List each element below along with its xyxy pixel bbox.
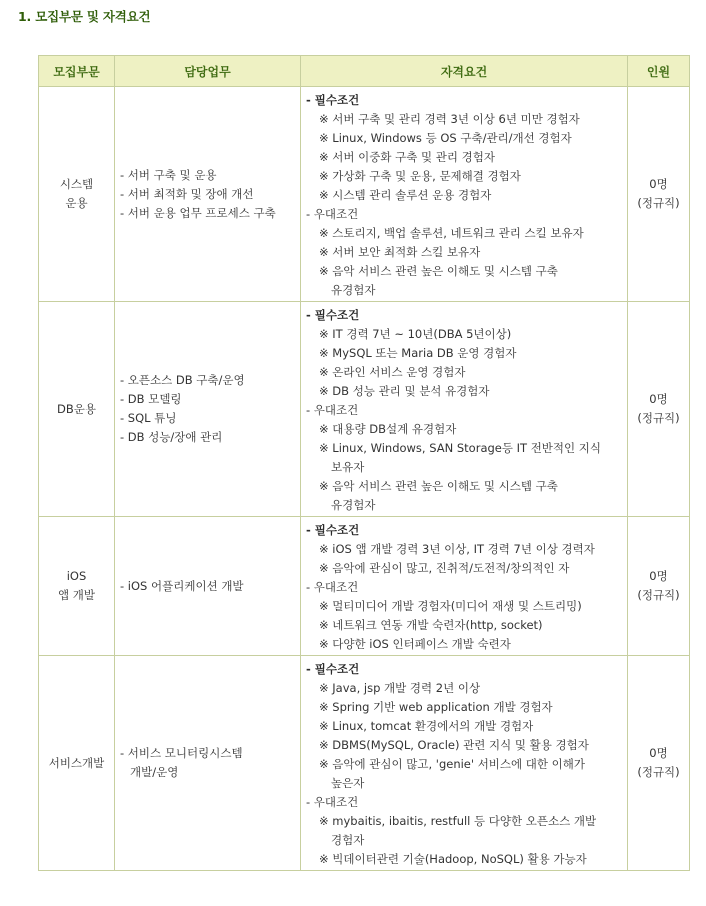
preferred-item: ※ 대용량 DB설계 유경험자 [319, 422, 457, 436]
table-header-row [39, 56, 690, 87]
preferred-item: ※ mybaitis, ibaitis, restfull 등 다양한 오픈소스 개발 [319, 814, 597, 828]
qualification-list [301, 302, 628, 517]
headcount-line: 0명 [649, 177, 668, 191]
preferred-heading: - 우대조건 [306, 207, 359, 221]
preferred-heading: - 우대조건 [306, 795, 359, 809]
required-item: ※ 온라인 서비스 운영 경험자 [319, 365, 466, 379]
headcount-line: 0명 [649, 392, 668, 406]
part-line: 운용 [65, 196, 88, 210]
preferred-heading: - 우대조건 [306, 403, 359, 417]
header-part: 모집부문 [39, 56, 115, 87]
required-heading: - 필수조건 [306, 662, 360, 676]
required-item: ※ DBMS(MySQL, Oracle) 관련 지식 및 활용 경험자 [319, 738, 589, 752]
duty-list [115, 517, 301, 656]
preferred-item: ※ 네트워크 연동 개발 숙련자(http, socket) [319, 618, 543, 632]
headcount-line: 0명 [649, 569, 668, 583]
preferred-item: 유경험자 [331, 283, 376, 297]
part-line: 서비스개발 [48, 755, 105, 770]
table-body [39, 87, 690, 871]
headcount [628, 87, 690, 302]
duty-item: - SQL 튜닝 [120, 411, 177, 425]
required-heading: - 필수조건 [306, 523, 360, 537]
required-item: ※ Linux, tomcat 환경에서의 개발 경험자 [319, 719, 534, 733]
header-count: 인원 [628, 56, 690, 87]
required-item: ※ 서버 이중화 구축 및 관리 경험자 [319, 150, 495, 164]
required-item: ※ iOS 앱 개발 경력 3년 이상, IT 경력 7년 이상 경력자 [319, 542, 595, 556]
preferred-item: 경험자 [331, 833, 365, 847]
part-line: DB운용 [57, 401, 96, 416]
preferred-item: ※ 다양한 iOS 인터페이스 개발 숙련자 [319, 637, 511, 651]
preferred-item: ※ 빅데이터관련 기술(Hadoop, NoSQL) 활용 가능자 [319, 852, 587, 866]
duty-item: - iOS 어플리케이션 개발 [120, 578, 244, 593]
qualification-list [301, 87, 628, 302]
duty-item: 개발/운영 [130, 765, 179, 779]
headcount-line: (정규직) [637, 765, 680, 779]
preferred-item: ※ Linux, Windows, SAN Storage등 IT 전반적인 지식 [319, 441, 602, 455]
recruit-part [39, 302, 115, 517]
required-item: ※ 가상화 구축 및 운용, 문제해결 경험자 [319, 169, 521, 183]
required-item: ※ IT 경력 7년 ~ 10년(DBA 5년이상) [319, 327, 512, 341]
required-heading: - 필수조건 [306, 93, 360, 107]
recruitment-table [38, 55, 690, 871]
recruit-part [39, 656, 115, 871]
preferred-item: ※ 스토리지, 백업 솔루션, 네트워크 관리 스킬 보유자 [319, 226, 584, 240]
section-title: 1. 모집부문 및 자격요건 [18, 9, 151, 24]
preferred-item: 보유자 [331, 460, 365, 474]
headcount [628, 517, 690, 656]
required-item: ※ 음악에 관심이 많고, 'genie' 서비스에 대한 이해가 [319, 757, 585, 771]
duty-list [115, 656, 301, 871]
headcount-line: (정규직) [637, 588, 680, 602]
duty-list [115, 302, 301, 517]
required-item: ※ DB 성능 관리 및 분석 유경험자 [319, 384, 490, 398]
preferred-item: ※ 서버 보안 최적화 스킬 보유자 [319, 245, 481, 259]
part-line: 시스템 [59, 177, 94, 191]
recruit-part [39, 87, 115, 302]
duty-item: - 서버 구축 및 운용 [120, 167, 217, 182]
table-row-db-ops [39, 302, 690, 517]
part-line: 앱 개발 [58, 588, 95, 602]
header-qualification: 자격요건 [301, 56, 628, 87]
preferred-item: ※ 음악 서비스 관련 높은 이해도 및 시스템 구축 [319, 264, 558, 278]
duty-item: - 오픈소스 DB 구축/운영 [120, 373, 245, 387]
table-row-system-ops [39, 87, 690, 302]
required-item: ※ MySQL 또는 Maria DB 운영 경험자 [319, 346, 517, 360]
part-line: iOS [66, 569, 87, 583]
required-item: ※ 서버 구축 및 관리 경력 3년 이상 6년 미만 경험자 [319, 112, 580, 126]
required-heading: - 필수조건 [306, 308, 360, 322]
duty-item: - 서버 운용 업무 프로세스 구축 [120, 205, 276, 220]
headcount [628, 302, 690, 517]
preferred-item: ※ 멀티미디어 개발 경험자(미디어 재생 및 스트리밍) [319, 599, 582, 613]
table-row-service-dev [39, 656, 690, 871]
required-item: ※ Java, jsp 개발 경력 2년 이상 [319, 681, 481, 695]
required-item: ※ Spring 기반 web application 개발 경험자 [319, 700, 553, 714]
duty-list [115, 87, 301, 302]
required-item: ※ 시스템 관리 솔루션 운용 경험자 [319, 188, 492, 202]
qualification-list [301, 656, 628, 871]
preferred-heading: - 우대조건 [306, 580, 359, 594]
header-duty: 담당업무 [115, 56, 301, 87]
duty-item: - 서비스 모니터링시스템 [120, 746, 243, 760]
required-item: 높은자 [331, 776, 365, 790]
headcount-line: (정규직) [637, 196, 680, 210]
headcount-line: (정규직) [637, 411, 680, 425]
duty-item: - DB 성능/장애 관리 [120, 430, 223, 444]
qualification-list [301, 517, 628, 656]
preferred-item: 유경험자 [331, 498, 376, 512]
recruit-part [39, 517, 115, 656]
preferred-item: ※ 음악 서비스 관련 높은 이해도 및 시스템 구축 [319, 479, 558, 493]
required-item: ※ 음악에 관심이 많고, 진취적/도전적/창의적인 자 [319, 561, 570, 575]
headcount-line: 0명 [649, 746, 668, 760]
required-item: ※ Linux, Windows 등 OS 구축/관리/개선 경험자 [319, 131, 572, 145]
duty-item: - 서버 최적화 및 장애 개선 [120, 186, 254, 201]
headcount [628, 656, 690, 871]
table-row-ios-dev [39, 517, 690, 656]
duty-item: - DB 모델링 [120, 392, 182, 406]
